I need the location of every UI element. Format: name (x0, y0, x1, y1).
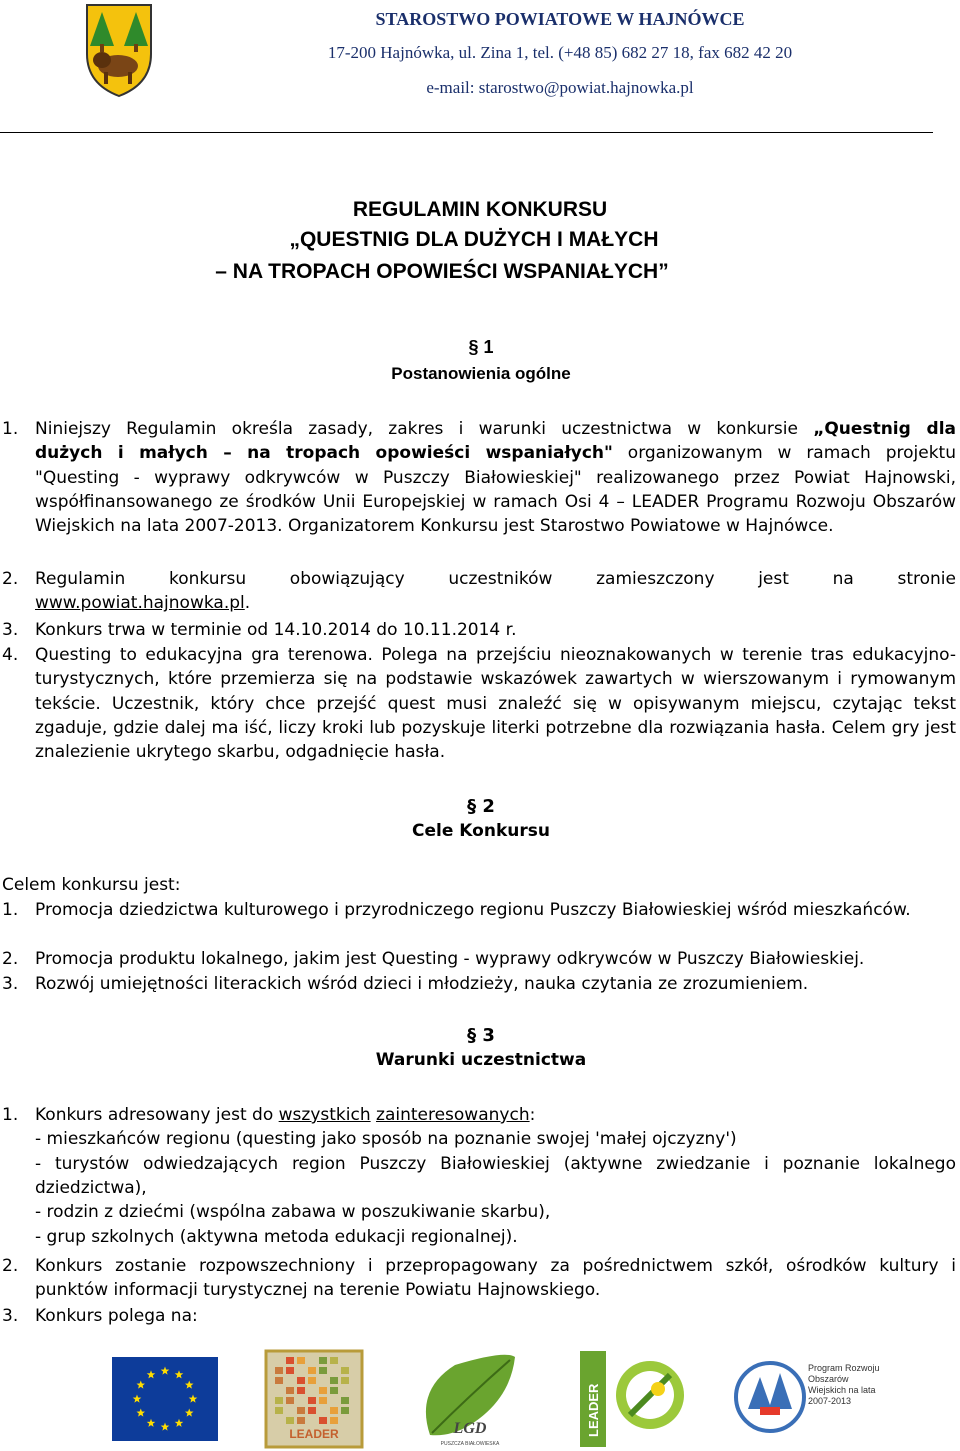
mosaic-tile (330, 1417, 338, 1424)
mosaic-tile (297, 1387, 305, 1394)
office-address: 17-200 Hajnówka, ul. Zina 1, tel. (+48 85) 682 27 18, fax 682 42 20 (327, 43, 793, 62)
mosaic-tile (330, 1377, 338, 1384)
document-subtitle-line2: – NA TROPACH OPOWIEŚCI WSPANIAŁYCH” (215, 260, 669, 283)
svg-text:PUSZCZA BIAŁOWIESKA: PUSZCZA BIAŁOWIESKA (440, 1441, 500, 1447)
svg-text:LEADER: LEADER (289, 1427, 339, 1441)
mosaic-tile (308, 1397, 316, 1404)
section-2-number: § 2 (467, 796, 495, 817)
mosaic-tile (297, 1357, 305, 1364)
section-2-intro: Celem konkursu jest: (2, 875, 181, 895)
mosaic-tile (308, 1367, 316, 1374)
mosaic-tile (341, 1397, 349, 1404)
office-email: e-mail: starostwo@powiat.hajnowka.pl (426, 78, 694, 97)
office-name: STAROSTWO POWIATOWE W HAJNÓWCE (375, 9, 745, 29)
mosaic-tile (297, 1417, 305, 1424)
mosaic-tile (330, 1357, 338, 1364)
audience-residents: - mieszkańców regionu (questing jako sposób na poznanie swojej 'małej ojczyzny') (35, 1129, 737, 1150)
mosaic-tile (286, 1387, 294, 1394)
mosaic-tile (308, 1407, 316, 1414)
leader-mosaic-logo (266, 1351, 362, 1447)
mosaic-tile (319, 1387, 327, 1394)
mosaic-tile (330, 1407, 338, 1414)
mosaic-tile (319, 1357, 327, 1364)
mosaic-tile (341, 1377, 349, 1384)
funding-logos-strip (0, 1345, 960, 1451)
section-1-heading: Postanowienia ogólne (391, 364, 571, 383)
eu-flag-logo (112, 1357, 218, 1441)
mosaic-tile (297, 1377, 305, 1384)
mosaic-tile (308, 1377, 316, 1384)
lgd-puszcza-bialowieska-logo (426, 1355, 515, 1447)
audience-school-groups: - grup szkolnych (aktywna metoda edukacji regionalnej). (35, 1226, 518, 1247)
mosaic-tile (319, 1367, 327, 1374)
mosaic-tile (275, 1407, 283, 1414)
audience-families: - rodzin z dziećmi (wspólna zabawa w poszukiwanie skarbu), (35, 1202, 551, 1223)
section-2-heading: Cele Konkursu (412, 821, 550, 841)
section-3-number: § 3 (467, 1025, 495, 1046)
website-link[interactable]: www.powiat.hajnowka.pl (35, 593, 245, 614)
svg-text:LGD: LGD (453, 1420, 487, 1437)
document-subtitle-line1: „QUESTNIG DLA DUŻYCH I MAŁYCH (289, 228, 659, 251)
svg-text:LEADER: LEADER (586, 1383, 601, 1437)
document-title: REGULAMIN KONKURSU (352, 198, 608, 221)
coat-of-arms-crest (84, 2, 154, 98)
leader-logo (580, 1351, 690, 1447)
section-3-heading: Warunki uczestnictwa (375, 1050, 587, 1070)
mosaic-tile (286, 1397, 294, 1404)
audience-tourists: - turystów odwiedzających region Puszczy Białowieskiej (aktywne zwiedzanie i poznanie lokalnego dziedzictwa), (35, 1153, 956, 1198)
mosaic-tile (275, 1397, 283, 1404)
mosaic-tile (286, 1367, 294, 1374)
mosaic-tile (341, 1367, 349, 1374)
mosaic-tile (275, 1367, 283, 1374)
mosaic-tile (297, 1407, 305, 1414)
mosaic-tile (319, 1397, 327, 1404)
mosaic-tile (319, 1417, 327, 1424)
prow-logo: Program Rozwoju Obszarów Wiejskich na lata 2007-2013 (736, 1363, 888, 1433)
mosaic-tile (341, 1407, 349, 1414)
mosaic-tile (286, 1357, 294, 1364)
mosaic-tile (330, 1387, 338, 1394)
section-1-number: § 1 (468, 337, 494, 357)
mosaic-tile (286, 1417, 294, 1424)
header-divider (0, 132, 933, 133)
mosaic-tile (275, 1377, 283, 1384)
